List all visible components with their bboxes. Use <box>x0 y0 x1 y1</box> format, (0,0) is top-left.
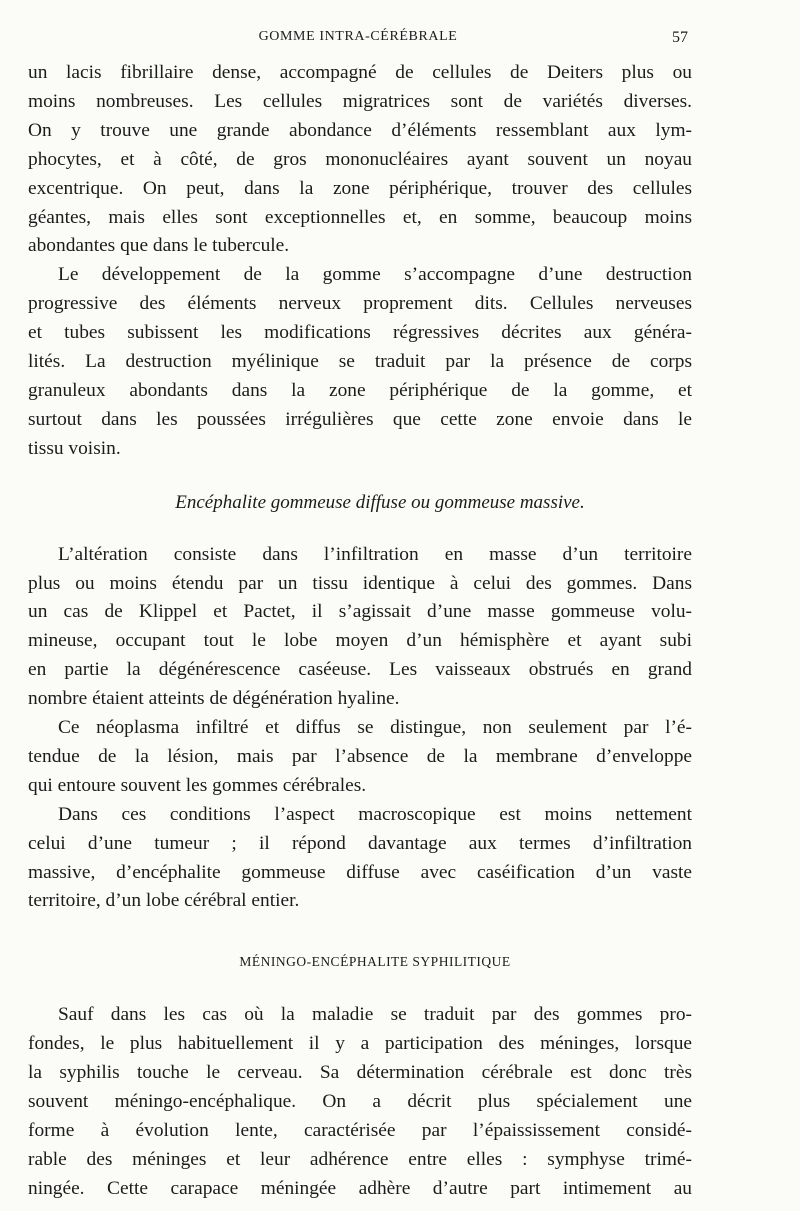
text-line: la syphilis touche le cerveau. Sa détermination cérébrale est donc très <box>28 1062 692 1084</box>
text-line: massive, d’encéphalite gommeuse diffuse avec caséification d’un vaste <box>28 861 692 883</box>
text-line: surtout dans les poussées irrégulières que cette zone envoie dans le <box>28 408 692 430</box>
text-line: L’altération consiste dans l’infiltration en masse d’un territoire <box>58 543 692 565</box>
body-text <box>28 59 692 1204</box>
text-line: lités. La destruction myélinique se traduit par la présence de corps <box>28 351 692 373</box>
text-line: tendue de la lésion, mais par l’absence de la membrane d’enveloppe <box>28 745 692 767</box>
text-line: tissu voisin. <box>28 437 121 459</box>
paragraph <box>28 714 692 801</box>
text-line: qui entoure souvent les gommes cérébrales. <box>28 774 367 796</box>
paragraph <box>28 59 692 261</box>
text-line: fondes, le plus habituellement il y a participation des méninges, lorsque <box>28 1033 692 1055</box>
text-line: et tubes subissent les modifications régressives décrites aux généra- <box>28 322 692 344</box>
text-line: granuleux abondants dans la zone périphérique de la gomme, et <box>28 379 692 401</box>
text-line: moins nombreuses. Les cellules migratrices sont de variétés diverses. <box>28 90 692 112</box>
paragraph <box>28 541 692 714</box>
text-line: excentrique. On peut, dans la zone périphérique, trouver des cellules <box>28 177 692 199</box>
text-line: géantes, mais elles sont exceptionnelles et, en somme, beaucoup moins <box>28 206 692 228</box>
text-line: abondantes que dans le tubercule. <box>28 235 290 257</box>
text-line: Ce néoplasma infiltré et diffus se distingue, non seulement par l’é- <box>58 717 692 739</box>
text-line: territoire, d’un lobe cérébral entier. <box>28 890 300 912</box>
text-line: un cas de Klippel et Pactet, il s’agissait d’une masse gommeuse volu- <box>28 601 692 623</box>
text-line: progressive des éléments nerveux proprement dits. Cellules nerveuses <box>28 293 692 315</box>
text-line: ningée. Cette carapace méningée adhère d’autre part intimement au <box>28 1177 692 1199</box>
text-line: souvent méningo-encéphalique. On a décrit plus spécialement une <box>28 1091 692 1112</box>
text-line: Le développement de la gomme s’accompagne d’une destruction <box>58 264 692 286</box>
text-line: forme à évolution lente, caractérisée par l’épaississement considé- <box>28 1119 692 1141</box>
running-head <box>28 29 688 53</box>
text-line: nombre étaient atteints de dégénération hyaline. <box>28 688 400 710</box>
text-line: celui d’une tumeur ; il répond davantage aux termes d’infiltration <box>28 832 692 854</box>
text-line: On y trouve une grande abondance d’éléments ressemblant aux lym- <box>28 119 692 141</box>
text-line: mineuse, occupant tout le lobe moyen d’un hémisphère et ayant subi <box>28 630 692 652</box>
paragraph <box>28 1001 692 1203</box>
running-head-title: GOMME INTRA-CÉRÉBRALE <box>258 29 458 44</box>
text-line: plus ou moins étendu par un tissu identique à celui des gommes. Dans <box>28 572 692 594</box>
text-line: rable des méninges et leur adhérence entre elles : symphyse trimé- <box>28 1148 692 1170</box>
text-line: un lacis fibrillaire dense, accompagné de cellules de Deiters plus ou <box>28 62 692 83</box>
text-line: Dans ces conditions l’aspect macroscopique est moins nettement <box>58 803 692 825</box>
section-heading: MÉNINGO-ENCÉPHALITE SYPHILITIQUE <box>239 954 511 970</box>
text-line: phocytes, et à côté, de gros mononucléaires ayant souvent un noyau <box>28 148 692 170</box>
page-number: 57 <box>672 29 688 46</box>
section-subheading: Encéphalite gommeuse diffuse ou gommeuse massive. <box>175 491 585 513</box>
paragraph <box>28 801 692 917</box>
text-line: en partie la dégénérescence caséeuse. Les vaisseaux obstrués en grand <box>28 659 692 681</box>
text-line: Sauf dans les cas où la maladie se traduit par des gommes pro- <box>58 1004 692 1026</box>
paragraph <box>28 261 692 463</box>
